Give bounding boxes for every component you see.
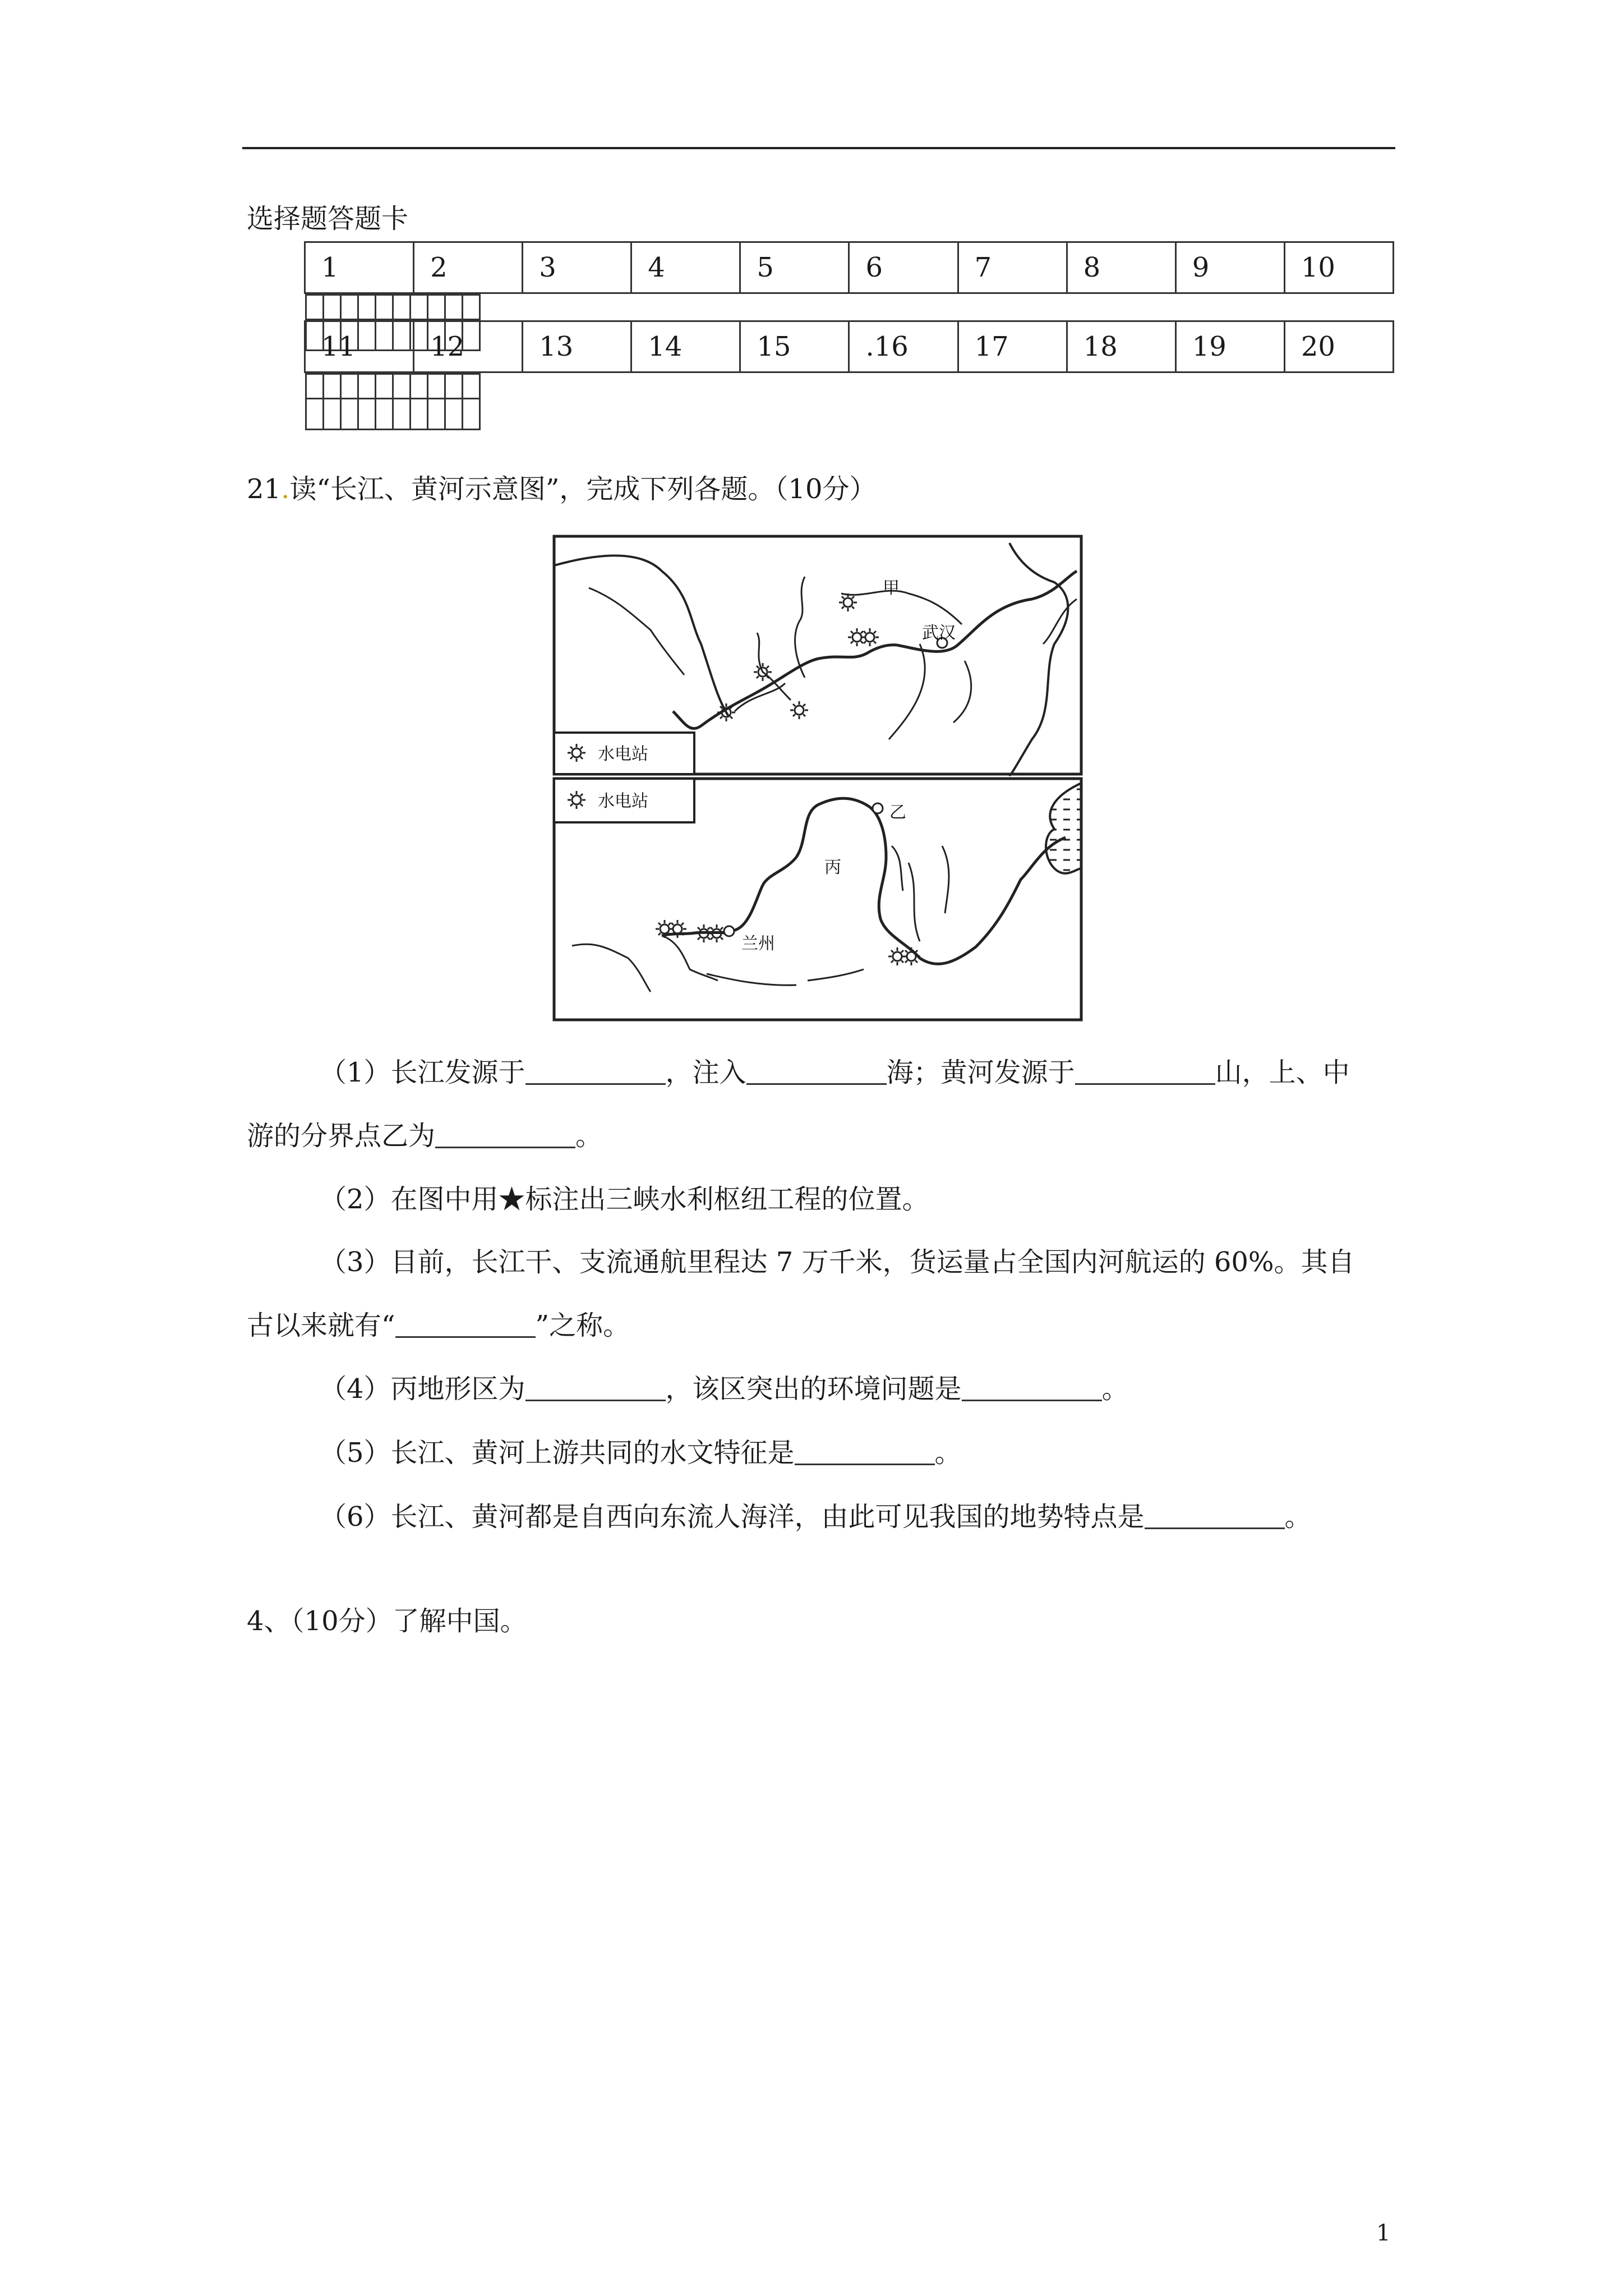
question-21-prompt xyxy=(247,472,877,506)
answer-cell[interactable] xyxy=(427,374,445,430)
question-number: 21 xyxy=(247,473,282,505)
legend-hydro-label: 水电站 xyxy=(598,744,648,764)
map-label-yi: 乙 xyxy=(889,803,906,822)
answer-card-number: 6 xyxy=(849,242,958,293)
question-21-part-6: （6）长江、黄河都是自西向东流人海洋，由此可见我国的地势特点是 。 xyxy=(320,1501,1312,1533)
answer-blank[interactable] xyxy=(1145,1503,1285,1529)
map-label-jia: 甲 xyxy=(883,578,900,598)
answer-cell[interactable] xyxy=(323,374,340,430)
question-21-part-5: （5）长江、黄河上游共同的水文特征是 。 xyxy=(320,1437,962,1469)
answer-card-table xyxy=(304,241,1394,399)
yangtze-map-panel xyxy=(554,536,1081,775)
answer-blank[interactable] xyxy=(795,1439,935,1465)
yangtze-yellow-river-map xyxy=(550,532,1088,1025)
map-label-wuhan: 武汉 xyxy=(922,623,956,643)
answer-blank[interactable] xyxy=(525,1059,666,1085)
answer-card-number: 3 xyxy=(523,242,631,293)
map-label-lanzhou: 兰州 xyxy=(741,934,775,954)
answer-card-number: 19 xyxy=(1175,321,1284,372)
answer-card-number: 7 xyxy=(958,242,1067,293)
answer-card-answer-row xyxy=(305,294,481,320)
question-21-part-3-line1: （3）目前，长江干、支流通航里程达 7 万千米，货运量占全国内河航运的 60%。其自 xyxy=(320,1246,1355,1278)
answer-cell[interactable] xyxy=(358,374,375,430)
answer-cell[interactable] xyxy=(358,295,375,351)
map-label-bing: 丙 xyxy=(824,858,841,877)
answer-card-number: 9 xyxy=(1175,242,1284,293)
answer-card-number: 4 xyxy=(631,242,740,293)
answer-card-number: 20 xyxy=(1284,321,1393,372)
answer-card-number: 14 xyxy=(631,321,740,372)
answer-card-number: 17 xyxy=(958,321,1067,372)
answer-card-number: 1 xyxy=(305,242,414,293)
answer-card-number: 11 xyxy=(305,321,414,372)
answer-card-number: 13 xyxy=(523,321,631,372)
question-number-dot: . xyxy=(281,473,290,505)
answer-blank[interactable] xyxy=(1075,1059,1215,1085)
answer-card-title: 选择题答题卡 xyxy=(247,203,409,234)
question-21-part-1-line2: 游的分界点乙为 。 xyxy=(247,1120,603,1152)
answer-card-number: 5 xyxy=(740,242,849,293)
answer-cell[interactable] xyxy=(375,295,393,351)
answer-cell[interactable] xyxy=(462,374,479,430)
answer-blank[interactable] xyxy=(395,1312,536,1338)
answer-cell[interactable] xyxy=(393,295,410,351)
question-21-part-3-line2: 古以来就有“ ”之称。 xyxy=(247,1310,630,1341)
answer-card-number: 8 xyxy=(1067,242,1175,293)
answer-cell[interactable] xyxy=(340,374,358,430)
answer-cell[interactable] xyxy=(375,374,393,430)
answer-card-number: 10 xyxy=(1284,242,1393,293)
answer-card-number: 12 xyxy=(414,321,523,372)
answer-cell[interactable] xyxy=(410,295,427,351)
question-text: 读“长江、黄河示意图”，完成下列各题。（10分） xyxy=(289,473,877,505)
header-rule xyxy=(242,147,1395,149)
yellow-river-map-panel xyxy=(554,779,1081,1020)
answer-card-number: 15 xyxy=(740,321,849,372)
answer-cell[interactable] xyxy=(306,295,323,351)
answer-card-number-row xyxy=(305,242,1394,293)
answer-card-number: .16 xyxy=(849,321,958,372)
answer-card-number: 2 xyxy=(414,242,523,293)
answer-cell[interactable] xyxy=(410,374,427,430)
question-4-prompt: 4、（10分）了解中国。 xyxy=(247,1605,527,1637)
answer-blank[interactable] xyxy=(746,1059,887,1085)
answer-card-answer-row xyxy=(305,373,481,399)
answer-cell[interactable] xyxy=(462,295,479,351)
answer-cell[interactable] xyxy=(445,374,462,430)
question-21-part-4: （4）丙地形区为 ，该区突出的环境问题是 。 xyxy=(320,1373,1129,1405)
question-21-part-2: （2）在图中用★标注出三峡水利枢纽工程的位置。 xyxy=(320,1184,929,1215)
answer-cell[interactable] xyxy=(306,374,323,430)
answer-cell[interactable] xyxy=(393,374,410,430)
answer-card-number: 18 xyxy=(1067,321,1175,372)
page-number: 1 xyxy=(1376,2220,1391,2246)
answer-blank[interactable] xyxy=(962,1375,1102,1401)
question-21-part-1-line1: （1）长江发源于 ，注入 海；黄河发源于 山，上、中 xyxy=(320,1057,1350,1088)
legend-hydro-label: 水电站 xyxy=(598,792,648,811)
answer-blank[interactable] xyxy=(435,1122,575,1148)
answer-blank[interactable] xyxy=(525,1375,666,1401)
